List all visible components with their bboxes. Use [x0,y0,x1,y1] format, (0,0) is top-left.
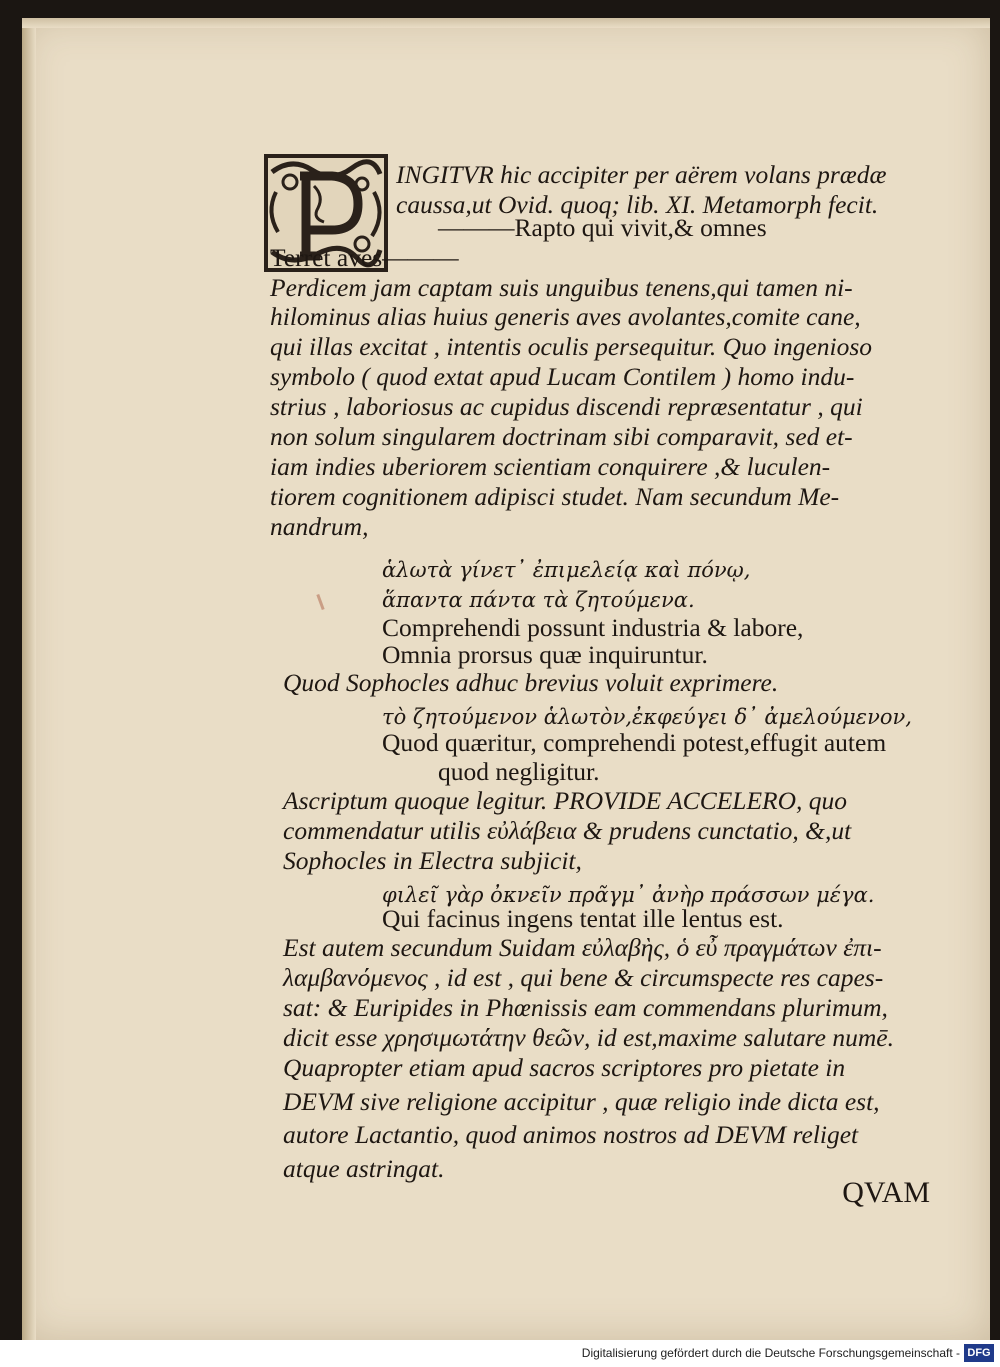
text-line-9: strius , laboriosus ac cupidus discendi repræsentatur , qui [270,392,863,421]
text-line-28: λαμβανόμενος , id est , qui bene & circumspecte res capes- [283,963,884,992]
text-line-27: Est autem secundum Suidam εὐλαβὴς, ὁ εὖ πραγμάτων ἐπι- [283,933,882,962]
text-line-16: Comprehendi possunt industria & labore, [382,613,804,642]
text-line-23: commendatur utilis εὐλάβεια & prudens cunctatio, &,ut [283,816,852,845]
greek-quote-line-4: φιλεῖ γὰρ ὀκνεῖν πρᾶγμ᾽ ἀνὴρ πράσσων μέγα. [382,883,875,907]
text-line-3: ———Rapto qui vivit,& omnes [438,213,767,242]
text-line-22: Ascriptum quoque legitur. PROVIDE ACCELERO, quo [283,786,848,815]
text-line-8: symbolo ( quod extat apud Lucam Contilem ) homo indu- [270,362,855,391]
greek-quote-line-1: ἁλωτὰ γίνετ᾽ ἐπιμελείᾳ καὶ πόνῳ, [382,558,751,582]
text-line-24: Sophocles in Electra subjicit, [283,846,582,875]
footer-credit: Digitalisierung gefördert durch die Deutsche Forschungsgemeinschaft - [581,1346,960,1360]
text-line-1: INGITVR hic accipiter per aërem volans prædæ [396,160,887,189]
catchword: QVAM [842,1176,930,1209]
greek-quote-line-2: ἅπαντα πάντα τὰ ζητούμενα. [382,588,695,612]
text-line-18: Quod Sophocles adhuc brevius voluit exprimere. [283,668,779,697]
dfg-logo: DFG [964,1344,994,1362]
text-line-10: non solum singularem doctrinam sibi comparavit, sed et- [270,422,853,451]
text-line-30: dicit esse χρησιμωτάτην θεῶν, id est,maxime salutare numē. [283,1023,894,1052]
text-line-5: Perdicem jam captam suis unguibus tenens,qui tamen ni- [270,273,853,302]
text-line-32: DEVM sive religione accipitur , quæ religio inde dicta est, [283,1087,880,1116]
text-line-2: caussa,ut Ovid. quoq; lib. XI. Metamorph fecit. [396,190,879,219]
text-line-13: nandrum, [270,512,369,541]
text-line-7: qui illas excitat , intentis oculis persequitur. Quo ingenioso [270,332,873,361]
text-line-26: Qui facinus ingens tentat ille lentus est. [382,904,784,933]
digitization-footer [0,1340,1000,1367]
text-line-11: iam indies uberiorem scientiam conquirere ,& luculen- [270,452,831,481]
text-line-12: tiorem cognitionem adipisci studet. Nam secundum Me- [270,482,840,511]
greek-quote-line-3: τὸ ζητούμενον ἁλωτὸν,ἐκφεύγει δ᾽ ἀμελούμενον, [382,705,912,729]
page-spine [22,18,36,1340]
text-line-4: Terret aves——— [270,243,459,272]
text-line-20: Quod quæritur, comprehendi potest,effugit autem [382,728,887,757]
text-line-29: sat: & Euripides in Phœnissis eam commendans plurimum, [283,993,888,1022]
text-line-33: autore Lactantio, quod animos nostros ad DEVM religet [283,1120,859,1149]
text-line-21: quod negligitur. [438,757,600,786]
page-top-edge [22,18,990,28]
text-line-31: Quapropter etiam apud sacros scriptores pro pietate in [283,1053,846,1082]
text-line-6: hilominus alias huius generis aves avolantes,comite cane, [270,302,861,331]
text-line-34: atque astringat. [283,1154,445,1183]
text-line-17: Omnia prorsus quæ inquiruntur. [382,640,708,669]
